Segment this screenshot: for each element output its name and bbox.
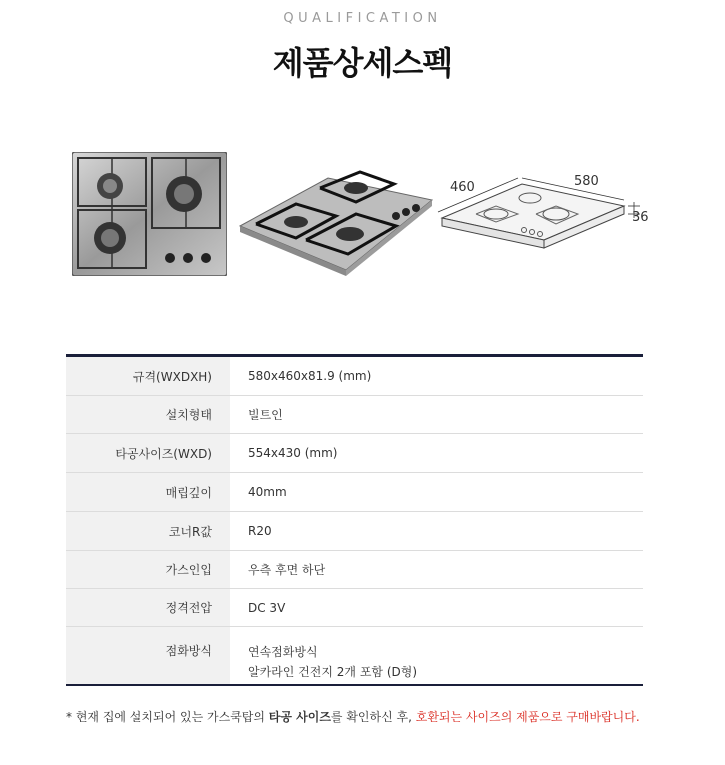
spec-table [66, 354, 643, 686]
notice-text: 를 확인하신 후, [330, 710, 416, 724]
spec-value: 580x460x81.9 (mm) [248, 369, 372, 383]
spec-value: 빌트인 [248, 408, 283, 422]
spec-row-gas-inlet [66, 551, 643, 589]
spec-value: DC 3V [248, 600, 286, 615]
purchase-notice [66, 708, 640, 725]
spec-row-size [66, 357, 643, 396]
spec-row-install-type [66, 396, 643, 434]
height-dimension-label: 36 [632, 210, 649, 225]
spec-label: 규격(WXDXH) [66, 357, 230, 395]
spec-label: 정격전압 [66, 589, 230, 626]
spec-label: 가스인입 [66, 551, 230, 588]
spec-value: 554x430 (mm) [248, 446, 338, 460]
cooktop-top-view-image [72, 152, 227, 276]
cooktop-perspective-image [236, 160, 434, 280]
section-eyebrow: QUALIFICATION [283, 11, 442, 26]
spec-row-voltage [66, 589, 643, 627]
spec-value: 우측 후면 하단 [248, 563, 326, 577]
spec-label: 매립깊이 [66, 473, 230, 511]
spec-value: 40mm [248, 485, 287, 499]
spec-row-depth [66, 473, 643, 512]
page-title: 제품상세스펙 [272, 44, 453, 82]
spec-value [230, 627, 643, 684]
spec-row-ignition [66, 627, 643, 684]
spec-label: 설치형태 [66, 396, 230, 433]
notice-text: * 현재 집에 설치되어 있는 가스쿡탑의 [66, 710, 269, 724]
spec-value: R20 [248, 524, 272, 538]
spec-label: 코너R값 [66, 512, 230, 550]
notice-emphasis: 타공 사이즈 [268, 710, 331, 724]
spec-label: 타공사이즈(WXD) [66, 434, 230, 472]
spec-row-cutout-size [66, 434, 643, 473]
spec-row-corner [66, 512, 643, 551]
depth-dimension-label: 460 [450, 180, 475, 195]
spec-label: 점화방식 [66, 627, 230, 684]
notice-warning: 호환되는 사이즈의 제품으로 구매바랍니다. [415, 710, 640, 724]
spec-value-line: 알카라인 건전지 2개 포함 (D형) [248, 665, 418, 679]
spec-value-line: 연속점화방식 [248, 645, 318, 659]
product-images [68, 140, 648, 290]
width-dimension-label: 580 [574, 174, 599, 189]
